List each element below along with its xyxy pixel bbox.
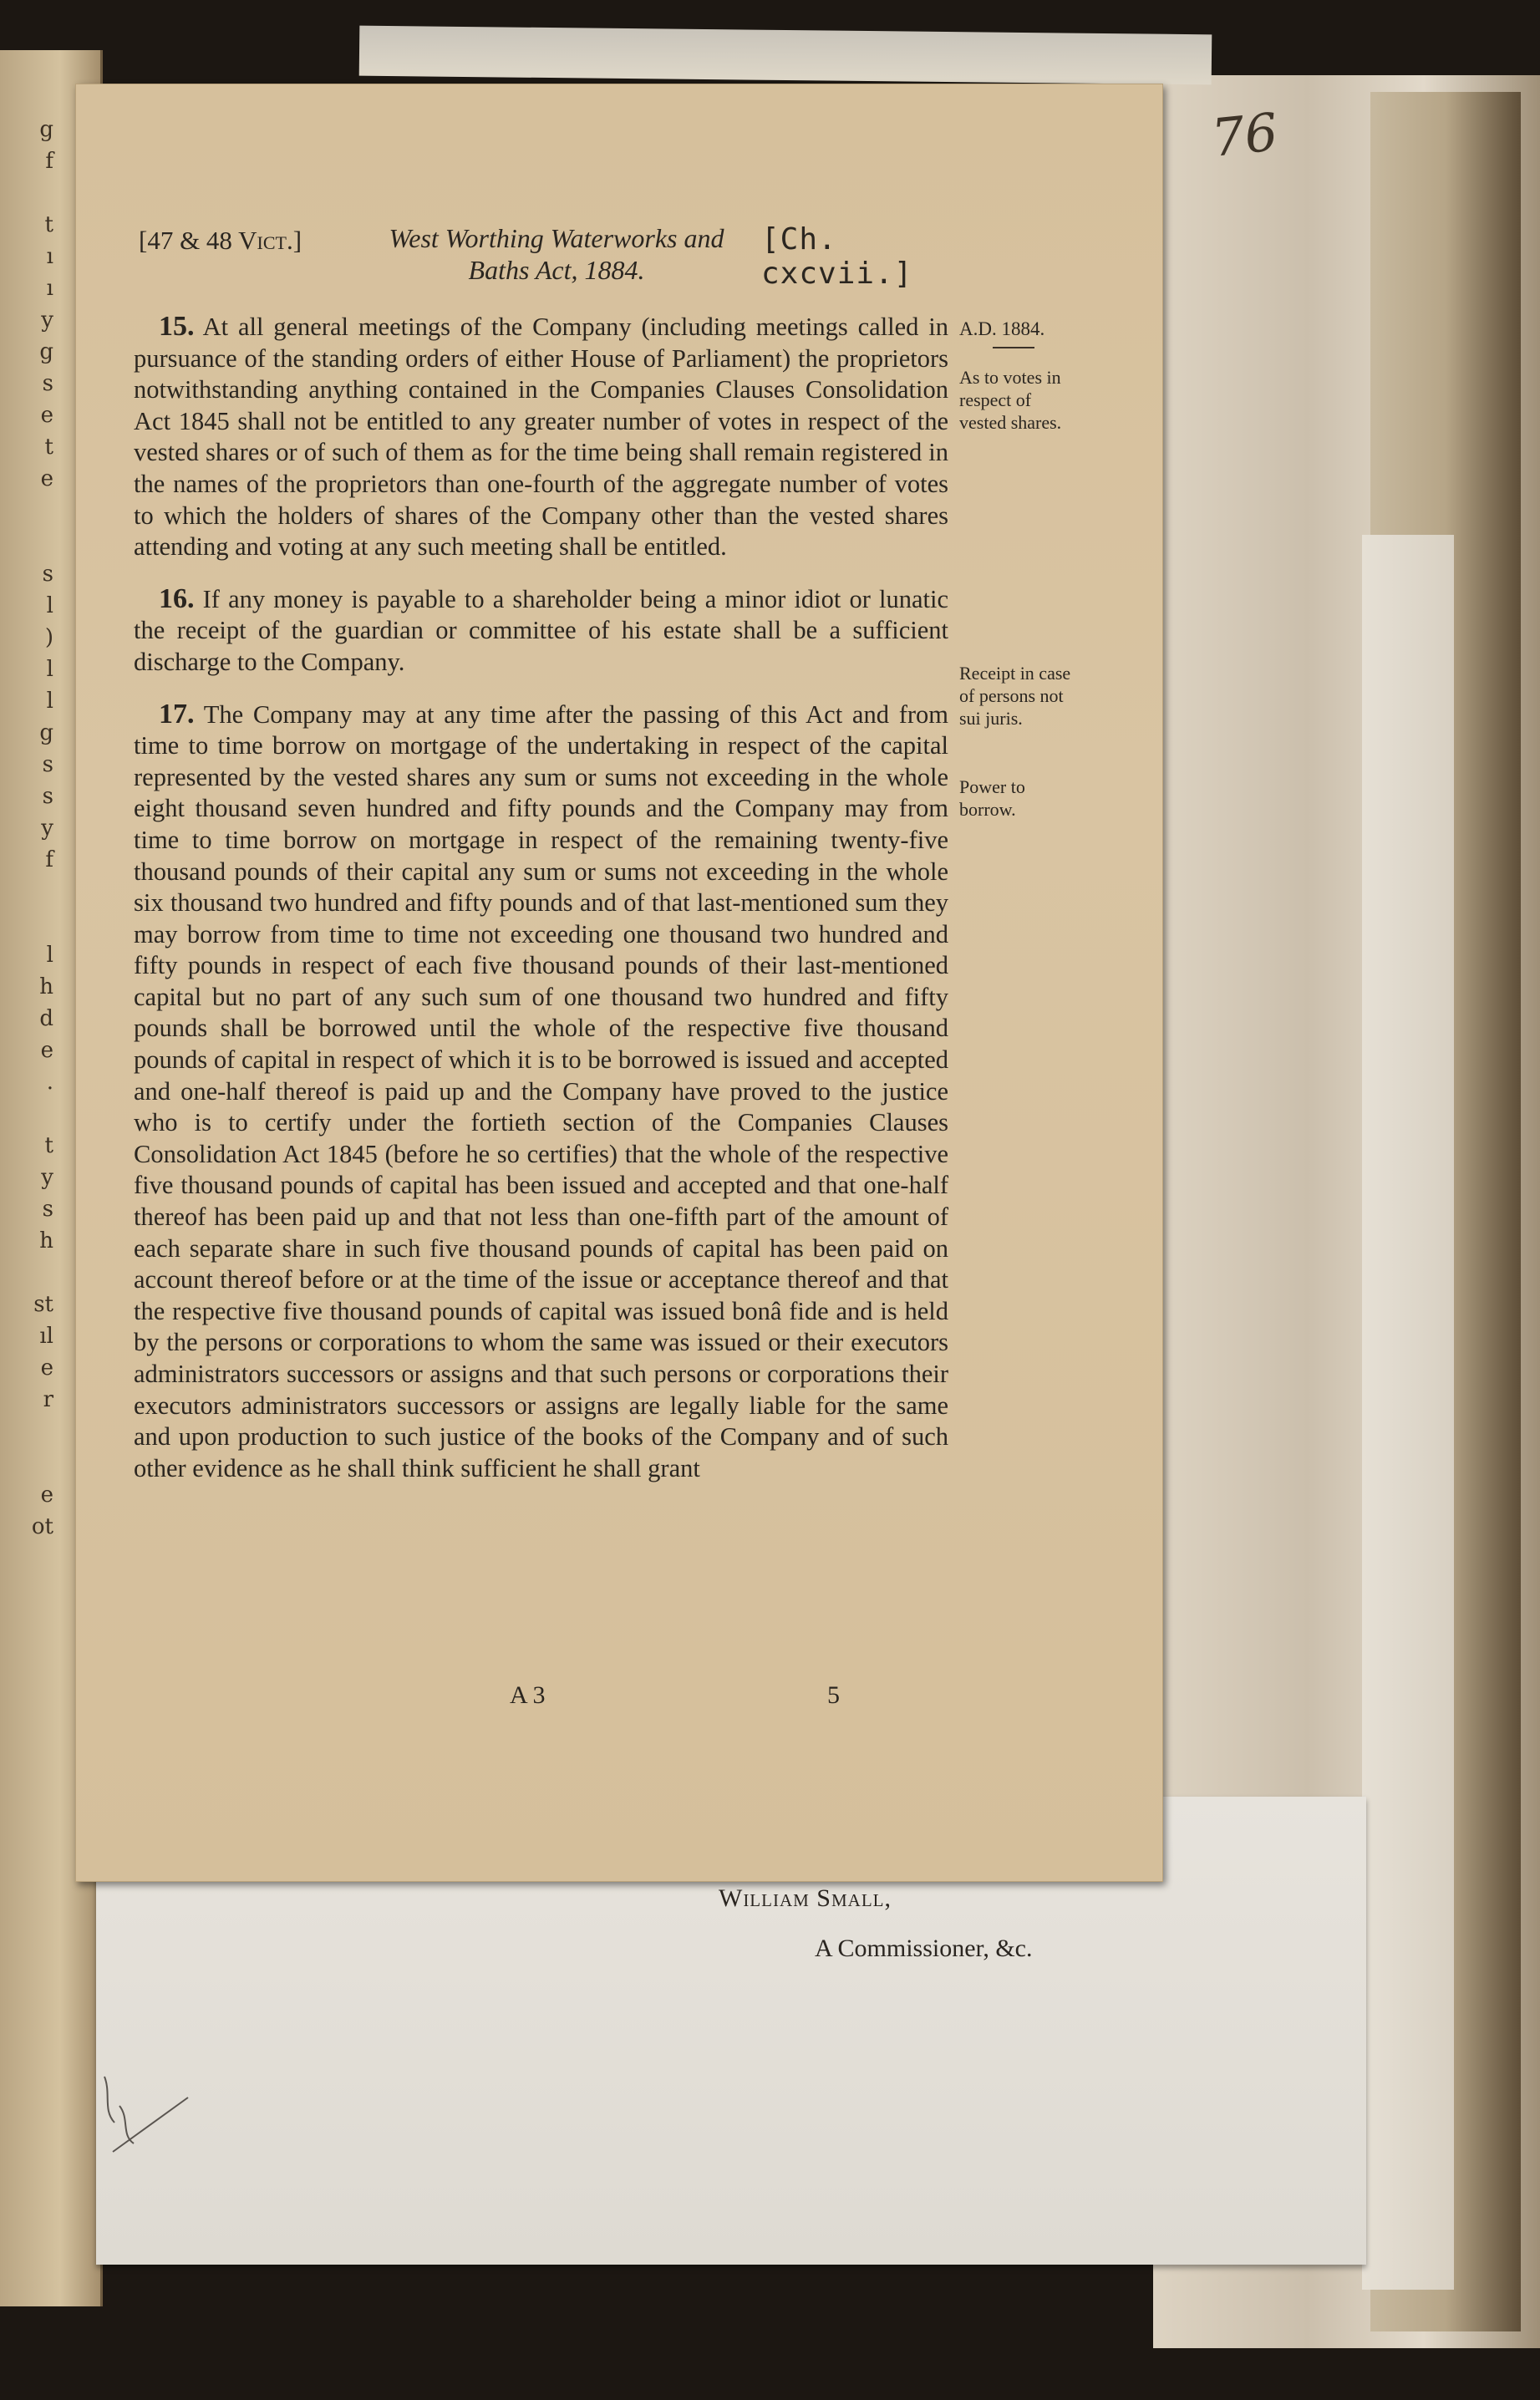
- edge-letter: e: [40, 1038, 53, 1063]
- edge-letter: ı: [46, 244, 53, 269]
- edge-letter: f: [45, 149, 53, 174]
- edge-letter: y: [41, 308, 53, 333]
- section-number: 15.: [159, 311, 195, 342]
- edge-letter: e: [40, 466, 53, 491]
- margin-note-section-15: As to votes in respect of vested shares.: [959, 367, 1062, 433]
- edge-letter: y: [41, 1165, 53, 1190]
- edge-letter: t: [44, 212, 53, 237]
- section-text: The Company may at any time after the passing of this Act and from time to time borrow on mortgage of the undertaking in respect of the capital represented by the vested shares any sum or sums not exceeding in the whole eight thousand seven hundred and fifty pounds and the Company may from time to time borrow on mortgage in respect of the remaining twenty-five thousand pounds of their capital any sum or sums not exceeding in the whole six thousand two hundred and fifty pounds and of that last-mentioned sum they may borrow from time to time not exceeding one thousand two hundred and fifty pounds in respect of each five thousand pounds of their last-mentioned capital but no part of any such sum of one thousand two hundred and fifty pounds shall be borrowed until the whole of the respective five thousand pounds of capital in respect of which it is to be borrowed is issued and accepted and one-half thereof is paid up and the Company have proved to the justice who is to certify under the fortieth section of the Companies Clauses Consolidation Act 1845 (before he so certifies) that the whole of the respective five thousand pounds of capital has been issued and accepted and that one-half thereof has been paid up and that not less than one-fifth part of the amount of each separate share in such five thousand pounds of capital has been paid on account thereof before or at the time of the issue or acceptance thereof and that the respective five thousand pounds of capital was issued bonâ fide and is held by the persons or corporations to whom the same was issued or their executors administrators successors or assigns and that such persons or corporations their executors administrators successors or assigns are legally liable for the same and upon production to such justice of the books of the Company and of such other evidence as he shall think sufficient he shall grant: [134, 699, 948, 1482]
- edge-letter: [0, 911, 58, 943]
- margin-note-section-16: Receipt in case of persons not sui juris.: [959, 663, 1071, 729]
- edge-letter: g: [39, 720, 53, 745]
- edge-letter: ): [44, 625, 53, 650]
- edge-letter: f: [45, 847, 53, 872]
- edge-letter: l: [46, 657, 53, 682]
- edge-letter: e: [40, 403, 53, 428]
- statute-body: [134, 311, 948, 1504]
- edge-letter: t: [44, 1133, 53, 1158]
- edge-letter: [0, 530, 58, 562]
- margin-note-rule: [993, 347, 1034, 348]
- edge-letter: ot: [31, 1514, 53, 1539]
- header-act-title-line1: West Worthing Waterworks and: [389, 223, 724, 253]
- underlying-white-sheet-right: [1362, 535, 1454, 2290]
- edge-letter: e: [40, 1482, 53, 1508]
- section-number: 17.: [159, 698, 195, 730]
- edge-letter: ıl: [39, 1324, 53, 1349]
- edge-letter: [0, 879, 58, 911]
- edge-letter: [0, 1419, 58, 1451]
- section-number: 16.: [159, 582, 195, 614]
- edge-letter: h: [39, 974, 53, 999]
- edge-letter: l: [46, 689, 53, 714]
- underlying-page-top-flap: [359, 26, 1212, 85]
- edge-letter: [0, 1451, 58, 1482]
- margin-note-year: A.D. 1884.: [959, 318, 1045, 339]
- edge-letter: st: [33, 1292, 53, 1317]
- header-act-title-line2: [364, 254, 749, 286]
- header-chapter: [Ch. cxcvii.]: [761, 222, 913, 291]
- section-text: If any money is payable to a shareholder being a minor idiot or lunatic the receipt of the guardian or committee of his estate shall be a sufficient discharge to the Company.: [134, 584, 948, 676]
- edge-letter: s: [42, 371, 53, 396]
- edge-letter: e: [40, 1355, 53, 1381]
- page-number: 5: [827, 1681, 840, 1709]
- edge-letter: d: [39, 1006, 53, 1031]
- edge-letter: s: [42, 784, 53, 809]
- section-17: [134, 699, 948, 1485]
- edge-letter: l: [46, 593, 53, 618]
- edge-letter: h: [39, 1228, 53, 1253]
- edge-letter: s: [42, 752, 53, 777]
- printer-signature-mark: A 3: [510, 1681, 546, 1709]
- edge-letter: s: [42, 1197, 53, 1222]
- page-footer: [510, 1681, 861, 1715]
- underlying-page-edge-text: [0, 117, 58, 1872]
- edge-letter: ı: [46, 276, 53, 301]
- signer-name: William Small,: [719, 1884, 892, 1912]
- handwritten-folio-number: 76: [1208, 101, 1281, 169]
- edge-letter: t: [44, 435, 53, 460]
- edge-letter: g: [39, 339, 53, 364]
- section-text: At all general meetings of the Company (including meetings called in pursuance of the standing orders of either House of Parliament) the proprietors notwithstanding anything contained in the Companies Clauses Consolidation Act 1845 shall not be entitled to any greater number of votes in respect of the vested shares or of such of them as for the time being shall remain registered in the names of the proprietors than one-fourth of the aggregate number of votes to which the holders of shares of the Company other than the vested shares attending and voting at any such meeting shall be entitled.: [134, 313, 948, 562]
- header-act-title: [364, 222, 749, 286]
- edge-letter: .: [46, 1070, 53, 1095]
- pencil-scribble: [96, 2060, 213, 2160]
- edge-letter: [0, 181, 58, 212]
- signer-title: A Commissioner, &c.: [815, 1935, 1033, 1962]
- margin-note-section-17: Power to borrow.: [959, 776, 1025, 820]
- section-16: [134, 583, 948, 679]
- running-header: [139, 219, 974, 291]
- header-act-title-line2-text: Baths Act, 1884.: [468, 255, 645, 285]
- edge-letter: g: [39, 117, 53, 142]
- section-15: [134, 311, 948, 563]
- header-regnal-year: [47 & 48 Vict.]: [139, 226, 302, 255]
- edge-letter: r: [43, 1387, 53, 1412]
- edge-letter: l: [46, 943, 53, 968]
- edge-letter: [0, 1101, 58, 1133]
- edge-letter: s: [42, 562, 53, 587]
- edge-letter: [0, 1260, 58, 1292]
- edge-letter: [0, 498, 58, 530]
- edge-letter: y: [41, 816, 53, 841]
